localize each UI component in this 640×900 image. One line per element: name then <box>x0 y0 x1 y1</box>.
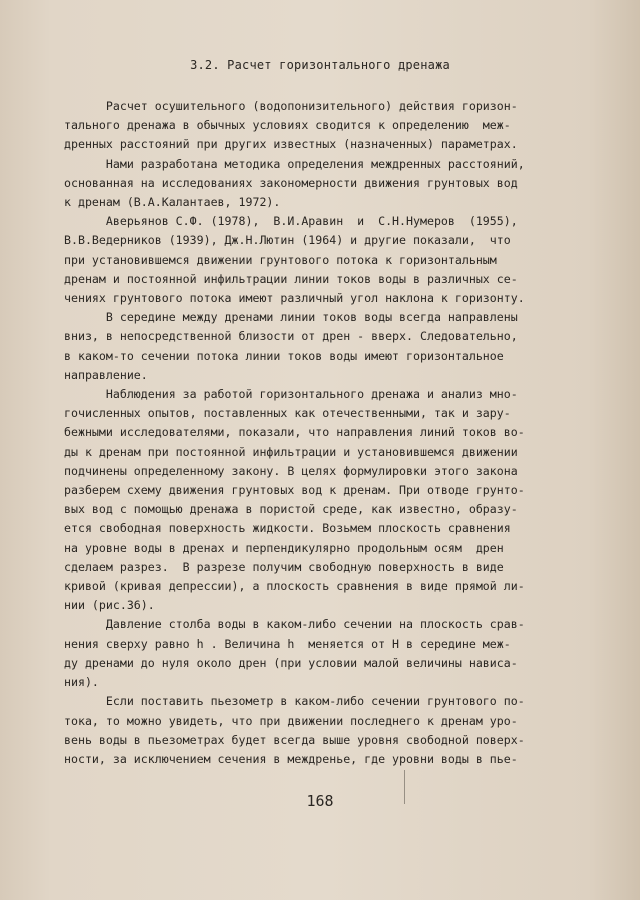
text-line: В середине между дренами линии токов воды всегда направлены <box>64 310 518 325</box>
text-line: Если поставить пьезометр в каком-либо сечении грунтового по- <box>64 694 525 709</box>
text-line: нии (рис.36). <box>64 598 155 613</box>
text-line: подчинены определенному закону. В целях формулировки этого закона <box>64 463 518 478</box>
text-line: чениях грунтового потока имеют различный угол наклона к горизонту. <box>64 291 525 306</box>
text-line: ности, за исключением сечения в междренье, где уровни воды в пье- <box>64 751 518 766</box>
body-text <box>64 97 588 769</box>
text-line: тока, то можно увидеть, что при движении последнего к дренам уро- <box>64 713 518 728</box>
text-line: В.В.Ведерников (1939), Дж.Н.Лютин (1964) и другие показали, что <box>64 233 511 248</box>
text-line: ды к дренам при постоянной инфильтрации и установившемся движении <box>64 444 518 459</box>
section-title: 3.2. Расчет горизонтального дренажа <box>190 58 450 72</box>
text-line: нения сверху равно h . Величина h меняется от H в середине меж- <box>64 636 511 651</box>
text-line: дренных расстояний при других известных (назначенных) параметрах. <box>64 137 518 152</box>
text-line: Расчет осушительного (водопонизительного) действия горизон- <box>64 99 518 113</box>
text-line: вниз, в непосредственной близости от дрен - вверх. Следовательно, <box>64 329 518 344</box>
text-line: ду дренами до нуля около дрен (при условии малой величины нависа- <box>64 655 518 670</box>
text-line: бежными исследователями, показали, что направления линий токов во- <box>64 425 525 440</box>
text-line: основанная на исследованиях закономерности движения грунтовых вод <box>64 175 518 190</box>
text-line: на уровне воды в дренах и перпендикулярно продольным осям дрен <box>64 540 504 555</box>
text-line: в каком-то сечении потока линии токов воды имеют горизонтальное <box>64 348 504 363</box>
text-line: тального дренажа в обычных условиях сводится к определению меж- <box>64 118 511 133</box>
text-line: ется свободная поверхность жидкости. Возьмем плоскость сравнения <box>64 521 511 536</box>
text-line: вень воды в пьезометрах будет всегда выше уровня свободной поверх- <box>64 732 525 747</box>
text-line: дренам и постоянной инфильтрации линии токов воды в различных се- <box>64 271 518 286</box>
text-line: вых вод с помощью дренажа в пористой среде, как известно, образу- <box>64 502 518 517</box>
page-number: 168 <box>306 792 334 810</box>
text-line: к дренам (В.А.Калантаев, 1972). <box>64 195 281 210</box>
text-line: Аверьянов С.Ф. (1978), В.И.Аравин и С.Н.Нумеров (1955), <box>64 214 518 229</box>
text-line: ния). <box>64 675 99 690</box>
text-line: Давление столба воды в каком-либо сечении на плоскость срав- <box>64 617 525 632</box>
text-line: гочисленных опытов, поставленных как отечественными, так и зару- <box>64 406 511 421</box>
text-line: Наблюдения за работой горизонтального дренажа и анализ мно- <box>64 387 518 402</box>
text-line: Нами разработана методика определения междренных расстояний, <box>64 156 525 171</box>
text-line: разберем схему движения грунтовых вод к дренам. При отводе грунто- <box>64 483 525 498</box>
text-line: при установившемся движении грунтового потока к горизонтальным <box>64 252 497 267</box>
text-line: направление. <box>64 367 148 382</box>
text-line: сделаем разрез. В разрезе получим свободную поверхность в виде <box>64 559 504 574</box>
text-line: кривой (кривая депрессии), а плоскость сравнения в виде прямой ли- <box>64 579 525 594</box>
